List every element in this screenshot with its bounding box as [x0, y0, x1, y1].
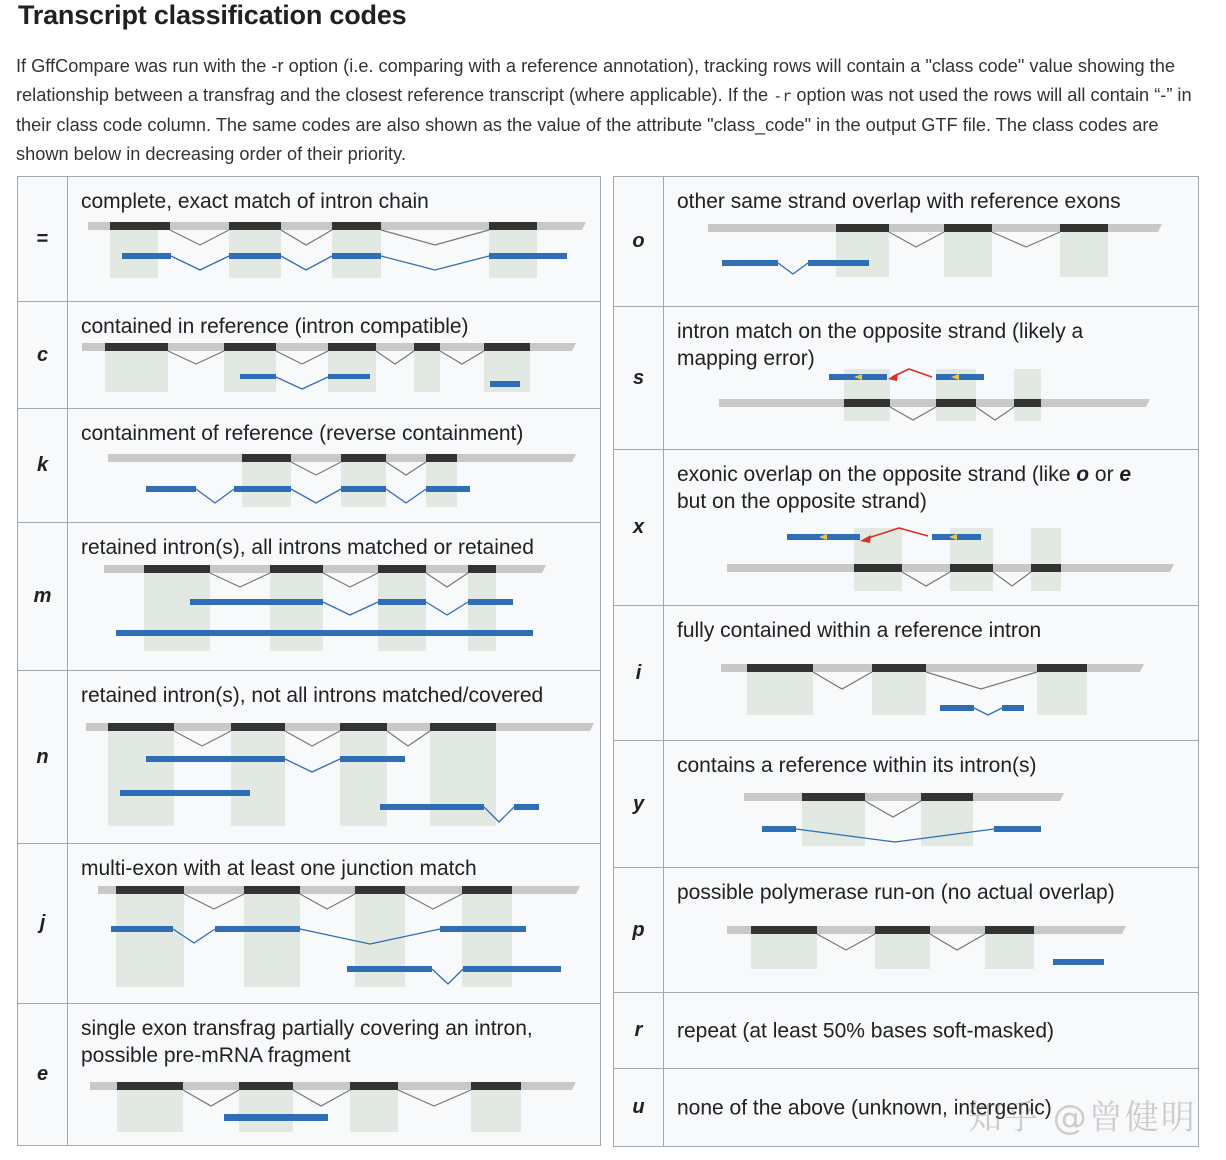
class-code: i: [614, 606, 664, 741]
code-row: [18, 1004, 601, 1146]
diagram-x: [664, 450, 1200, 606]
class-code: c: [18, 302, 68, 409]
class-code: s: [614, 307, 664, 450]
code-description: retained intron(s), not all introns matched/covered: [81, 684, 544, 707]
code-row: [614, 177, 1199, 307]
reference-exon: [489, 222, 537, 230]
code-row: [614, 307, 1199, 450]
intron: [170, 230, 229, 245]
code-row: [614, 606, 1199, 741]
code-cell: [664, 741, 1199, 868]
code-row: [614, 741, 1199, 868]
intro-text-1: If GffCompare was run with the -r option (i.e. comparing with a reference annotation), tracking rows will contain a "class code" value showing the relationship between a transfrag and the closest reference transcript (where applicable). If the: [16, 56, 1175, 105]
code-description: none of the above (unknown, intergenic): [677, 1096, 1052, 1119]
diagram-k: [68, 409, 602, 523]
transfrag-exon: [122, 253, 171, 259]
diagram-e: [68, 1004, 602, 1146]
code-cell: [68, 302, 601, 409]
code-cell: [664, 868, 1199, 993]
code-cell: [68, 409, 601, 523]
transfrag-intron: [381, 256, 489, 270]
code-cell: [68, 671, 601, 844]
transfrag-exon: [332, 253, 381, 259]
code-description: possible polymerase run-on (no actual overlap): [677, 881, 1115, 904]
diagram-n: [68, 671, 602, 844]
code-row: [18, 671, 601, 844]
class-code: p: [614, 868, 664, 993]
class-code: n: [18, 671, 68, 844]
code-cell: [68, 844, 601, 1004]
reference-exon: [229, 222, 281, 230]
transfrag-intron: [281, 256, 332, 270]
code-description: complete, exact match of intron chain: [81, 190, 429, 213]
watermark: 知乎 @曾健明: [968, 1098, 1197, 1138]
code-cell: [664, 450, 1199, 606]
code-cell: [68, 177, 601, 302]
code-description: other same strand overlap with reference exons: [677, 190, 1121, 213]
class-code: r: [614, 993, 664, 1069]
diagram-p: [664, 868, 1200, 993]
intro-text-2: option was not used the rows will all contain “-” in their class code column. The same codes are also shown as the value of the attribute "class_code" in the output GTF file. The class codes are shown below in decreasing order of their priority.: [16, 85, 1192, 164]
reference-exon: [332, 222, 381, 230]
code-row: [18, 844, 601, 1004]
transfrag-exon: [229, 253, 281, 259]
reference-exon: [110, 222, 170, 230]
code-row: [614, 993, 1199, 1069]
intro-paragraph: [16, 52, 1216, 169]
page-title: Transcript classification codes: [18, 0, 407, 30]
diagram-j: [68, 844, 602, 1004]
class-code: x: [614, 450, 664, 606]
code-description: repeat (at least 50% bases soft-masked): [677, 1019, 1055, 1042]
diagram-eq: [68, 177, 602, 302]
code-cell: [68, 523, 601, 671]
code-cell: [68, 1004, 601, 1146]
class-code: m: [18, 523, 68, 671]
diagram-o: [664, 177, 1200, 307]
class-code: j: [18, 844, 68, 1004]
intron: [381, 230, 489, 245]
class-code: u: [614, 1069, 664, 1147]
diagram-s: [664, 307, 1200, 450]
code-row: [18, 409, 601, 523]
class-code: y: [614, 741, 664, 868]
code-description: fully contained within a reference intron: [677, 619, 1042, 642]
code-cell: [664, 993, 1199, 1069]
code-description: exonic overlap on the opposite strand (like o or e but on the opposite strand): [677, 463, 1132, 513]
code-row: [614, 450, 1199, 606]
intron: [281, 230, 332, 245]
code-cell: [664, 307, 1199, 450]
class-code: e: [18, 1004, 68, 1146]
diagram-i: [664, 606, 1200, 741]
code-description: intron match on the opposite strand (likely a mapping error): [677, 320, 1084, 370]
class-code: o: [614, 177, 664, 307]
right-codes-table: [613, 176, 1199, 1147]
code-description: contained in reference (intron compatible): [81, 315, 469, 338]
code-description: multi-exon with at least one junction match: [81, 857, 477, 880]
diagram-c: [68, 302, 602, 409]
left-codes-table: [17, 176, 601, 1146]
code-row: [614, 868, 1199, 993]
transfrag-intron: [171, 256, 229, 270]
diagram-m: [68, 523, 602, 671]
diagram-y: [664, 741, 1200, 868]
code-row: [18, 523, 601, 671]
code-cell: [664, 606, 1199, 741]
class-code: =: [18, 177, 68, 302]
transfrag-exon: [489, 253, 567, 259]
code-description: contains a reference within its intron(s): [677, 754, 1037, 777]
code-row: [18, 302, 601, 409]
code-description: retained intron(s), all introns matched or retained: [81, 536, 534, 559]
code-description: single exon transfrag partially covering an intron, possible pre-mRNA fragment: [81, 1017, 533, 1067]
intro-code: -r: [773, 87, 792, 105]
code-description: containment of reference (reverse containment): [81, 422, 524, 445]
class-code: k: [18, 409, 68, 523]
code-row: [18, 177, 601, 302]
code-cell: [664, 177, 1199, 307]
